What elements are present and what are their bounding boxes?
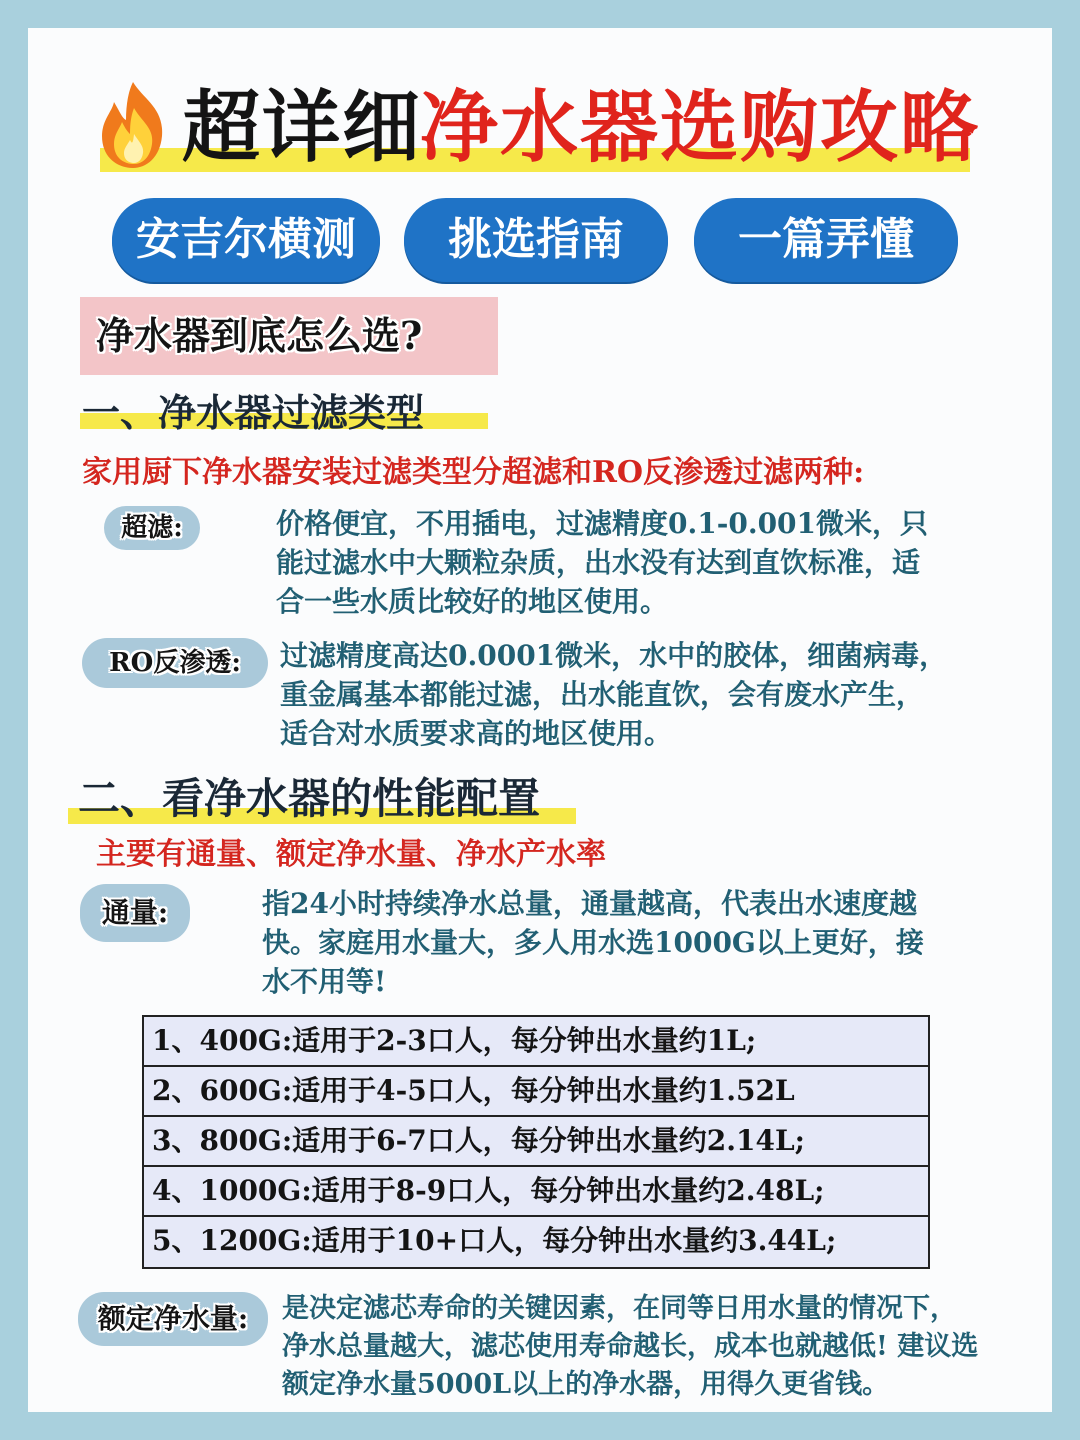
tag-flux: 通量: — [80, 884, 190, 942]
pill-brand-test: 安吉尔横测 — [112, 198, 380, 282]
tag-rated-volume: 额定净水量: — [78, 1292, 268, 1346]
pill-guide: 挑选指南 — [404, 198, 668, 282]
table-row: 2、600G:适用于4-5口人，每分钟出水量约1.52L — [144, 1067, 928, 1117]
tag-reverse-osmosis: RO反渗透: — [82, 638, 268, 688]
reverse-osmosis-description: 过滤精度高达0.0001微米，水中的胶体，细菌病毒， 重金属基本都能过滤，出水能直饮，会有废水产生， 适合对水质要求高的地区使用。 — [280, 639, 948, 750]
pill-understand: 一篇弄懂 — [694, 198, 958, 282]
flux-description: 指24小时持续净水总量，通量越高，代表出水速度越 快。家庭用水量大，多人用水选1000G以上更好，接 水不用等! — [262, 887, 924, 998]
table-row: 3、800G:适用于6-7口人，每分钟出水量约2.14L; — [144, 1117, 928, 1167]
rated-volume-description: 是决定滤芯寿命的关键因素，在同等日用水量的情况下， 净水总量越大，滤芯使用寿命越长，成本也就越低! 建议选 额定净水量5000L以上的净水器，用得久更省钱。 — [282, 1293, 979, 1400]
question-banner — [80, 297, 498, 375]
section2-intro: 主要有通量、额定净水量、净水产水率 — [96, 837, 606, 872]
tag-ultrafiltration: 超滤: — [104, 506, 200, 550]
flux-table — [142, 1015, 930, 1269]
fire-icon — [92, 78, 174, 170]
table-row: 4、1000G:适用于8-9口人，每分钟出水量约2.48L; — [144, 1167, 928, 1217]
table-row: 1、400G:适用于2-3口人，每分钟出水量约1L; — [144, 1017, 928, 1067]
question-text: 净水器到底怎么选? — [96, 313, 423, 358]
section1-heading: 一、净水器过滤类型 — [82, 391, 425, 435]
section1-intro: 家用厨下净水器安装过滤类型分超滤和RO反渗透过滤两种: — [82, 455, 865, 490]
section2-heading: 二、看净水器的性能配置 — [78, 774, 541, 823]
ultrafiltration-description: 价格便宜，不用插电，过滤精度0.1-0.001微米，只 能过滤水中大颗粒杂质，出水没有达到直饮标准，适 合一些水质比较好的地区使用。 — [276, 507, 929, 618]
table-row: 5、1200G:适用于10+口人，每分钟出水量约3.44L; — [144, 1217, 928, 1267]
title-part1: 超详细 — [182, 83, 423, 173]
title-part2: 净水器选购攻略 — [420, 83, 981, 173]
